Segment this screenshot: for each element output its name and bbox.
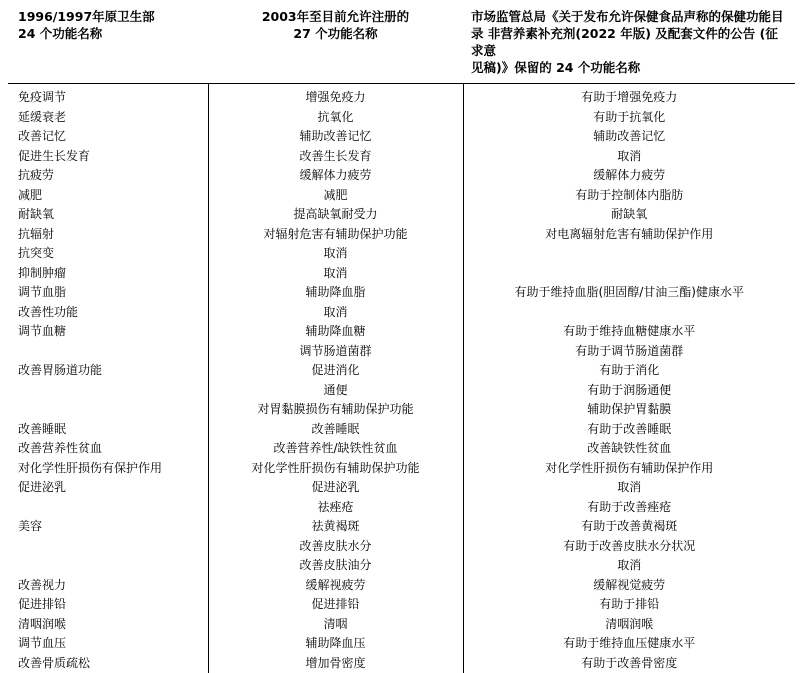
- table-cell-1: 延缓衰老: [8, 108, 208, 128]
- table-cell-1: 抗辐射: [8, 225, 208, 245]
- column-header-former-moh: 1996/1997年原卫生部 24 个功能名称: [8, 6, 208, 84]
- table-cell-3: 缓解视觉疲劳: [463, 576, 795, 596]
- table-row: [8, 322, 795, 342]
- table-row: [8, 576, 795, 596]
- table-cell-2: 取消: [208, 244, 463, 264]
- table-cell-3: 取消: [463, 478, 795, 498]
- table-cell-3: 有助于改善睡眠: [463, 420, 795, 440]
- table-cell-3: 有助于润肠通便: [463, 381, 795, 401]
- table-cell-1: 改善骨质疏松: [8, 654, 208, 673]
- table-cell-1: 改善胃肠道功能: [8, 361, 208, 381]
- table-cell-3: [463, 264, 795, 284]
- table-cell-3: 有助于改善骨密度: [463, 654, 795, 673]
- table-cell-1: 抑制肿瘤: [8, 264, 208, 284]
- table-cell-2: 缓解体力疲劳: [208, 166, 463, 186]
- table-cell-1: 减肥: [8, 186, 208, 206]
- table-cell-2: 清咽: [208, 615, 463, 635]
- table-cell-3: 有助于维持血糖健康水平: [463, 322, 795, 342]
- table-cell-2: 促进排铅: [208, 595, 463, 615]
- table-row: [8, 225, 795, 245]
- table-row: [8, 420, 795, 440]
- table-cell-2: 改善营养性/缺铁性贫血: [208, 439, 463, 459]
- table-row: [8, 595, 795, 615]
- table-cell-1: [8, 400, 208, 420]
- column-header-current-registration: 2003年至目前允许注册的 27 个功能名称: [208, 6, 463, 84]
- table-cell-1: 调节血脂: [8, 283, 208, 303]
- table-row: [8, 634, 795, 654]
- table-cell-1: 调节血糖: [8, 322, 208, 342]
- table-cell-2: 通便: [208, 381, 463, 401]
- table-cell-1: 促进排铅: [8, 595, 208, 615]
- table-cell-2: 促进泌乳: [208, 478, 463, 498]
- table-cell-3: 有助于排铅: [463, 595, 795, 615]
- table-row: [8, 361, 795, 381]
- table-header-row: [8, 6, 795, 84]
- table-cell-2: 祛痤疮: [208, 498, 463, 518]
- table-row: [8, 283, 795, 303]
- table-cell-1: 美容: [8, 517, 208, 537]
- table-cell-2: 对化学性肝损伤有辅助保护功能: [208, 459, 463, 479]
- table-cell-1: 改善记忆: [8, 127, 208, 147]
- table-cell-3: [463, 303, 795, 323]
- table-cell-3: 有助于增强免疫力: [463, 84, 795, 108]
- table-cell-2: 增加骨密度: [208, 654, 463, 673]
- table-cell-1: 抗疲劳: [8, 166, 208, 186]
- table-cell-1: 促进生长发育: [8, 147, 208, 167]
- table-cell-2: 提高缺氧耐受力: [208, 205, 463, 225]
- table-row: [8, 400, 795, 420]
- table-row: [8, 615, 795, 635]
- table-cell-3: 改善缺铁性贫血: [463, 439, 795, 459]
- table-cell-3: 有助于抗氧化: [463, 108, 795, 128]
- table-cell-1: 改善视力: [8, 576, 208, 596]
- table-row: [8, 459, 795, 479]
- table-cell-3: 辅助改善记忆: [463, 127, 795, 147]
- table-row: [8, 108, 795, 128]
- table-cell-3: 缓解体力疲劳: [463, 166, 795, 186]
- table-cell-3: 有助于改善皮肤水分状况: [463, 537, 795, 557]
- table-cell-1: 耐缺氧: [8, 205, 208, 225]
- table-cell-2: 缓解视疲劳: [208, 576, 463, 596]
- table-cell-2: 祛黄褐斑: [208, 517, 463, 537]
- table-cell-2: 改善皮肤水分: [208, 537, 463, 557]
- table-body: [8, 84, 795, 673]
- table-cell-1: 清咽润喉: [8, 615, 208, 635]
- table-cell-1: 促进泌乳: [8, 478, 208, 498]
- table-cell-1: [8, 556, 208, 576]
- table-cell-3: 耐缺氧: [463, 205, 795, 225]
- table-row: [8, 537, 795, 557]
- table-cell-2: 减肥: [208, 186, 463, 206]
- table-cell-2: 改善皮肤油分: [208, 556, 463, 576]
- table-row: [8, 303, 795, 323]
- table-cell-3: 对化学性肝损伤有辅助保护作用: [463, 459, 795, 479]
- table-row: [8, 186, 795, 206]
- table-cell-2: 抗氧化: [208, 108, 463, 128]
- table-cell-2: 对辐射危害有辅助保护功能: [208, 225, 463, 245]
- table-cell-2: 改善生长发育: [208, 147, 463, 167]
- table-cell-3: 有助于调节肠道菌群: [463, 342, 795, 362]
- table-row: [8, 498, 795, 518]
- table-cell-3: 取消: [463, 147, 795, 167]
- table-cell-3: [463, 244, 795, 264]
- table-cell-2: 调节肠道菌群: [208, 342, 463, 362]
- table-cell-1: [8, 498, 208, 518]
- table-cell-1: [8, 381, 208, 401]
- column-header-samr-2022: 市场监管总局《关于发布允许保健食品声称的保健功能目 录 非营养素补充剂(2022 年版) 及配套文件的公告 (征求意 见稿)》保留的 24 个功能名称: [463, 6, 795, 84]
- table-cell-2: 取消: [208, 303, 463, 323]
- table-cell-2: 对胃黏膜损伤有辅助保护功能: [208, 400, 463, 420]
- table-cell-1: 抗突变: [8, 244, 208, 264]
- table-cell-2: 辅助改善记忆: [208, 127, 463, 147]
- table-row: [8, 127, 795, 147]
- table-cell-2: 改善睡眠: [208, 420, 463, 440]
- table-cell-1: 改善性功能: [8, 303, 208, 323]
- table-cell-1: 改善睡眠: [8, 420, 208, 440]
- table-row: [8, 166, 795, 186]
- table-cell-1: 免疫调节: [8, 84, 208, 108]
- table-cell-2: 辅助降血压: [208, 634, 463, 654]
- table-cell-3: 有助于消化: [463, 361, 795, 381]
- table-row: [8, 556, 795, 576]
- table-cell-1: 对化学性肝损伤有保护作用: [8, 459, 208, 479]
- table-cell-2: 取消: [208, 264, 463, 284]
- table-row: [8, 517, 795, 537]
- table-cell-1: [8, 537, 208, 557]
- table-cell-3: 有助于改善黄褐斑: [463, 517, 795, 537]
- table-cell-3: 辅助保护胃黏膜: [463, 400, 795, 420]
- table-row: [8, 264, 795, 284]
- table-cell-2: 辅助降血糖: [208, 322, 463, 342]
- table-row: [8, 654, 795, 673]
- health-function-names-table: [8, 6, 795, 673]
- table-row: [8, 84, 795, 108]
- table-header: [8, 6, 795, 84]
- table-cell-2: 辅助降血脂: [208, 283, 463, 303]
- table-row: [8, 147, 795, 167]
- table-row: [8, 439, 795, 459]
- table-cell-2: 增强免疫力: [208, 84, 463, 108]
- table-row: [8, 478, 795, 498]
- table-cell-1: [8, 342, 208, 362]
- table-row: [8, 205, 795, 225]
- table-row: [8, 381, 795, 401]
- table-cell-3: 有助于维持血压健康水平: [463, 634, 795, 654]
- table-cell-3: 有助于维持血脂(胆固醇/甘油三酯)健康水平: [463, 283, 795, 303]
- table-cell-1: 改善营养性贫血: [8, 439, 208, 459]
- table-cell-3: 清咽润喉: [463, 615, 795, 635]
- table-cell-3: 对电离辐射危害有辅助保护作用: [463, 225, 795, 245]
- table-row: [8, 342, 795, 362]
- table-row: [8, 244, 795, 264]
- table-cell-3: 取消: [463, 556, 795, 576]
- table-cell-2: 促进消化: [208, 361, 463, 381]
- table-cell-3: 有助于控制体内脂肪: [463, 186, 795, 206]
- table-cell-3: 有助于改善痤疮: [463, 498, 795, 518]
- table-cell-1: 调节血压: [8, 634, 208, 654]
